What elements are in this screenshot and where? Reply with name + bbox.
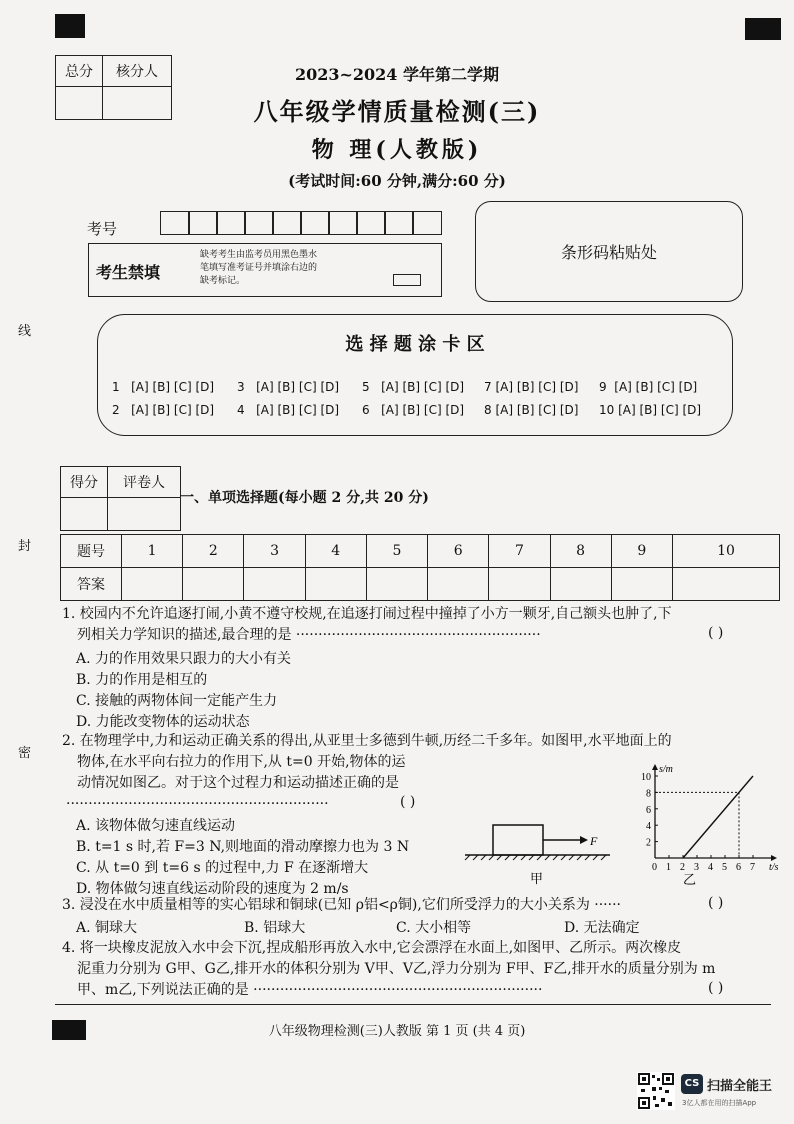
q1-option-d: D. 力能改变物体的运动状态 (76, 714, 250, 730)
choice-10[interactable] (599, 403, 701, 417)
choice-options: [A] [B] [C] [D] (618, 403, 702, 417)
choice-3[interactable] (237, 380, 339, 394)
answer-cell[interactable] (305, 568, 366, 601)
q3-option-c: C. 大小相等 (396, 920, 472, 936)
question-number-cell: 4 (305, 535, 366, 568)
answer-cell[interactable] (550, 568, 611, 601)
choice-8[interactable] (484, 403, 578, 417)
margin-mark-secret: 密 (18, 746, 32, 761)
question-number-label: 题号 (61, 535, 122, 568)
exam-number-cell[interactable] (188, 211, 218, 235)
choice-number: 9 (599, 380, 607, 394)
series-line (683, 776, 753, 858)
q1-stem-line2: 列相关力学知识的描述,最合理的是 ······················································· (77, 627, 541, 643)
registration-mark-top-left (55, 14, 85, 38)
question-number-cell: 5 (366, 535, 427, 568)
x-tick-label: 5 (722, 862, 727, 873)
q4-stem-line1: 4. 将一块橡皮泥放入水中会下沉,捏成船形再放入水中,它会漂浮在水面上,如图甲、乙所示。两次橡皮 (62, 940, 682, 956)
exam-number-cell[interactable] (160, 211, 190, 235)
question-number-cell: 9 (611, 535, 672, 568)
y-axis-arrow (652, 764, 658, 770)
choice-9[interactable] (599, 380, 697, 394)
question-number-cell: 8 (550, 535, 611, 568)
exam-number-cell[interactable] (216, 211, 246, 235)
choice-1[interactable] (112, 380, 214, 394)
exam-number-cell[interactable] (272, 211, 302, 235)
answer-cell[interactable] (428, 568, 489, 601)
x-axis-arrow (771, 855, 777, 861)
grader-label: 评卷人 (108, 467, 181, 498)
forbidden-label: 考生禁填 (96, 263, 161, 282)
answer-cell[interactable] (122, 568, 183, 601)
y-tick-label: 2 (646, 837, 651, 849)
q4-answer-paren[interactable]: ( ) (708, 980, 724, 996)
figure-jia (460, 815, 610, 885)
grader-score-label: 得分 (61, 467, 108, 498)
choice-options: [A] [B] [C] [D] (381, 380, 465, 394)
force-arrow-head (580, 836, 588, 844)
choice-number: 3 (237, 380, 245, 394)
x-axis-label: t/s (769, 862, 779, 873)
y-axis-label: s/m (659, 764, 673, 775)
answer-cell[interactable] (366, 568, 427, 601)
x-tick-label: 0 (652, 862, 657, 873)
answer-label: 答案 (61, 568, 122, 601)
x-tick-label: 7 (750, 862, 755, 873)
answer-cell[interactable] (489, 568, 550, 601)
choice-options: [A] [B] [C] [D] (614, 380, 698, 394)
choice-card-title: 选 择 题 涂 卡 区 (345, 334, 485, 355)
choice-options: [A] [B] [C] [D] (256, 403, 340, 417)
forbidden-note-line2: 笔填写准考证号并填涂右边的 (200, 263, 318, 273)
block (493, 825, 543, 855)
forbidden-note-line1: 缺考考生由监考员用黑色墨水 (200, 250, 318, 260)
choice-options: [A] [B] [C] [D] (256, 380, 340, 394)
question-number-cell: 10 (672, 535, 779, 568)
figure-jia-caption: 甲 (530, 872, 544, 887)
q2-option-c: C. 从 t=0 到 t=6 s 的过程中,力 F 在逐渐增大 (76, 860, 369, 876)
forbidden-note (200, 249, 317, 288)
exam-title: 八年级学情质量检测(三) (253, 97, 541, 126)
answer-cell[interactable] (244, 568, 305, 601)
exam-number-cell[interactable] (328, 211, 358, 235)
exam-number-cell[interactable] (412, 211, 442, 235)
answer-cell[interactable] (611, 568, 672, 601)
choice-4[interactable] (237, 403, 339, 417)
margin-mark-line: 线 (18, 324, 32, 339)
q3-option-b: B. 铝球大 (244, 920, 306, 936)
margin-mark-seal: 封 (18, 539, 32, 554)
question-number-cell: 7 (489, 535, 550, 568)
choice-options: [A] [B] [C] [D] (381, 403, 465, 417)
q1-answer-paren[interactable]: ( ) (708, 625, 724, 641)
choice-number: 5 (362, 380, 370, 394)
choice-number: 6 (362, 403, 370, 417)
answer-table (60, 534, 780, 601)
x-tick-label: 6 (736, 862, 741, 873)
choice-6[interactable] (362, 403, 464, 417)
q3-option-a: A. 铜球大 (76, 920, 138, 936)
choice-options: [A] [B] [C] [D] (495, 380, 579, 394)
q2-stem-line3: 动情况如图乙。对于这个过程力和运动描述正确的是 (77, 775, 399, 791)
registration-mark-top-right (745, 18, 781, 40)
figure-yi-chart (605, 760, 779, 888)
choice-number: 8 (484, 403, 492, 417)
q4-stem-line3: 甲、m乙,下列说法正确的是 ································································· (77, 982, 543, 998)
checker-label: 核分人 (103, 56, 172, 87)
q2-option-a: A. 该物体做匀速直线运动 (76, 818, 236, 834)
q3-answer-paren[interactable]: ( ) (708, 895, 724, 911)
x-tick-label: 1 (666, 862, 671, 873)
question-number-cell: 2 (183, 535, 244, 568)
term-line: 2023~2024 学年第二学期 (294, 65, 500, 84)
question-number-cell: 1 (122, 535, 183, 568)
force-label: F (590, 834, 598, 848)
answer-cell[interactable] (672, 568, 779, 601)
total-score-label: 总分 (56, 56, 103, 87)
footer-rule (55, 1004, 771, 1005)
page-footer: 八年级物理检测(三)人教版 第 1 页 (共 4 页) (268, 1024, 526, 1039)
q2-stem-line4: ··························································· (66, 796, 329, 812)
y-tick-label: 8 (646, 788, 651, 800)
choice-number: 10 (599, 403, 615, 417)
q2-stem-line2: 物体,在水平向右拉力的作用下,从 t=0 开始,物体的运 (77, 754, 406, 770)
choice-number: 7 (484, 380, 492, 394)
q2-option-b: B. t=1 s 时,若 F=3 N,则地面的滑动摩擦力也为 3 N (76, 839, 410, 855)
section1-title: 一、单项选择题(每小题 2 分,共 20 分) (180, 490, 429, 506)
q2-answer-paren[interactable]: ( ) (400, 794, 416, 810)
choice-number: 2 (112, 403, 120, 417)
grader-score-cell[interactable] (61, 498, 108, 531)
choice-5[interactable] (362, 380, 464, 394)
q4-stem-line2: 泥重力分别为 G甲、G乙,排开水的体积分别为 V甲、V乙,浮力分别为 F甲、F乙,排开水的质量分别为 m (77, 961, 716, 977)
x-tick-label: 4 (708, 862, 713, 873)
question-number-cell: 6 (428, 535, 489, 568)
choice-options: [A] [B] [C] [D] (131, 403, 215, 417)
q1-stem-line1: 1. 校园内不允许追逐打闹,小黄不遵守校规,在追逐打闹过程中撞掉了小方一颗牙,自己额头也肿了,下 (62, 606, 672, 622)
answer-cell[interactable] (183, 568, 244, 601)
q2-option-d: D. 物体做匀速直线运动阶段的速度为 2 m/s (76, 881, 349, 897)
y-tick-label: 6 (646, 804, 651, 816)
scanner-logo: CS (681, 1074, 703, 1094)
figure-yi-caption: 乙 (683, 873, 697, 888)
exam-number-cell[interactable] (244, 211, 274, 235)
scanner-name: 扫描全能王 (707, 1079, 773, 1094)
exam-info: (考试时间:60 分钟,满分:60 分) (288, 172, 506, 190)
question-number-cell: 3 (244, 535, 305, 568)
choice-number: 1 (112, 380, 120, 394)
q3-option-d: D. 无法确定 (564, 920, 640, 936)
y-tick-label: 10 (641, 772, 651, 783)
absent-mark-box[interactable] (393, 274, 421, 286)
choice-options: [A] [B] [C] [D] (495, 403, 579, 417)
grader-box (60, 466, 181, 531)
x-tick-label: 3 (694, 862, 699, 873)
choice-options: [A] [B] [C] [D] (131, 380, 215, 394)
scanner-tagline: 3亿人都在用的扫描App (682, 1099, 757, 1107)
q2-stem-line1: 2. 在物理学中,力和运动正确关系的得出,从亚里士多德到牛顿,历经二千多年。如图甲,水平地面上的 (62, 733, 672, 749)
choice-2[interactable] (112, 403, 214, 417)
qr-code (637, 1072, 675, 1110)
q1-option-b: B. 力的作用是相互的 (76, 672, 208, 688)
exam-number-cell[interactable] (384, 211, 414, 235)
q1-option-a: A. 力的作用效果只跟力的大小有关 (76, 651, 292, 667)
exam-number-cell[interactable] (300, 211, 330, 235)
x-tick-label: 2 (680, 862, 685, 873)
q3-stem: 3. 浸没在水中质量相等的实心铝球和铜球(已知 ρ铝<ρ铜),它们所受浮力的大小关系为 ······ (62, 897, 621, 913)
q1-option-c: C. 接触的两物体间一定能产生力 (76, 693, 278, 709)
y-tick-label: 4 (646, 821, 651, 833)
barcode-label: 条形码粘贴处 (560, 243, 657, 262)
forbidden-note-line3: 缺考标记。 (200, 276, 246, 286)
choice-7[interactable] (484, 380, 578, 394)
exam-number-cell[interactable] (356, 211, 386, 235)
choice-number: 4 (237, 403, 245, 417)
exam-number-label: 考号 (87, 220, 118, 238)
grader-cell[interactable] (108, 498, 181, 531)
subject-title: 物 理(人教版) (311, 137, 483, 163)
